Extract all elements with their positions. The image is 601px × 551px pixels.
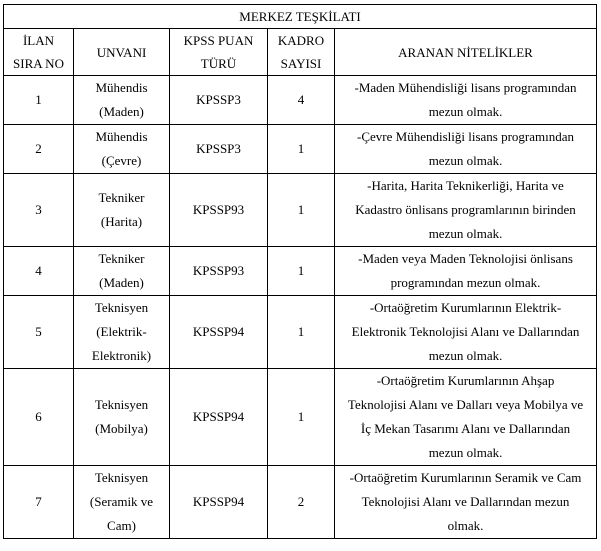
cell-nitelik-line: mezun olmak. [428,104,503,119]
cell-nitelik-line: -Ortaöğretim Kurumlarının Seramik ve Cam [349,470,582,485]
header-text: UNVANI [96,44,147,60]
cell-nitelik-line: -Ortaöğretim Kurumlarının Elektrik- [369,300,562,315]
recruitment-table [3,4,597,539]
cell-unvan-line: (Maden) [99,104,144,119]
table-row [4,369,597,466]
table-row [4,125,597,174]
cell-nitelik-line: mezun olmak. [428,348,503,363]
cell-nitelik-line: Elektronik Teknolojisi Alanı ve Dallarından [351,324,580,339]
cell-kpss: KPSSP3 [170,76,268,125]
cell-unvan [74,466,170,539]
cell-unvan-line: Tekniker [98,251,145,266]
cell-unvan [74,247,170,296]
header-ilan-sira-no [4,29,74,76]
cell-unvan-line: Teknisyen [94,397,149,412]
cell-unvan-line: Teknisyen [94,470,149,485]
cell-kadro: 1 [268,174,335,247]
cell-unvan [74,125,170,174]
cell-ilan-no: 1 [4,76,74,125]
header-kadro-sayisi [268,29,335,76]
cell-kadro: 4 [268,76,335,125]
cell-nitelik-line: -Maden veya Maden Teknolojisi önlisans [358,251,573,266]
cell-unvan [74,174,170,247]
cell-kpss: KPSSP3 [170,125,268,174]
header-aranan-nitelikler [335,29,597,76]
cell-unvan-line: (Mobilya) [95,421,148,436]
cell-unvan-line: (Harita) [100,214,143,229]
cell-unvan-line: (Seramik ve [89,494,154,509]
header-text: SIRA NO [13,56,64,71]
cell-unvan [74,296,170,369]
cell-kpss: KPSSP94 [170,296,268,369]
cell-ilan-no: 6 [4,369,74,466]
cell-unvan-line: Elektronik) [91,348,152,363]
cell-ilan-no: 7 [4,466,74,539]
cell-nitelik [335,369,597,466]
header-text: TÜRÜ [200,56,237,71]
cell-kpss: KPSSP94 [170,369,268,466]
cell-unvan [74,76,170,125]
table-row [4,466,597,539]
table-row [4,76,597,125]
cell-nitelik-line: mezun olmak. [428,226,503,241]
cell-nitelik [335,125,597,174]
header-kpss-puan-turu [170,29,268,76]
cell-kpss: KPSSP93 [170,247,268,296]
table-body [4,76,597,539]
cell-ilan-no: 2 [4,125,74,174]
cell-unvan-line: Mühendis [95,80,148,95]
cell-nitelik [335,466,597,539]
cell-nitelik [335,296,597,369]
header-text: KPSS PUAN [183,33,254,48]
cell-nitelik-line: Teknolojisi Alanı ve Dalları veya Mobilya ve [347,397,584,412]
cell-ilan-no: 3 [4,174,74,247]
cell-unvan-line: Mühendis [95,129,148,144]
cell-unvan [74,369,170,466]
cell-kadro: 1 [268,125,335,174]
cell-nitelik-line: Teknolojisi Alanı ve Dallarından mezun [361,494,570,509]
cell-nitelik-line: Kadastro önlisans programlarının birinden [355,202,576,217]
cell-unvan-line: (Elektrik- [96,324,147,339]
header-text: KADRO [277,33,325,48]
cell-kadro: 1 [268,247,335,296]
header-text: İLAN [22,33,55,48]
cell-ilan-no: 4 [4,247,74,296]
cell-nitelik-line: programından mezun olmak. [390,275,541,290]
cell-unvan-line: Tekniker [98,190,145,205]
table-row [4,296,597,369]
cell-kadro: 2 [268,466,335,539]
cell-kadro: 1 [268,296,335,369]
cell-nitelik-line: mezun olmak. [428,445,503,460]
cell-nitelik-line: mezun olmak. [428,153,503,168]
cell-nitelik-line: -Çevre Mühendisliği lisans programından [357,129,575,144]
cell-nitelik [335,174,597,247]
cell-nitelik-line: -Maden Mühendisliği lisans programından [354,80,577,95]
table-row [4,174,597,247]
cell-ilan-no: 5 [4,296,74,369]
cell-nitelik-line: İç Mekan Tasarımı Alanı ve Dallarından [360,421,571,436]
cell-kpss: KPSSP94 [170,466,268,539]
cell-unvan-line: Teknisyen [94,300,149,315]
table-row [4,247,597,296]
cell-kadro: 1 [268,369,335,466]
cell-kpss: KPSSP93 [170,174,268,247]
cell-unvan-line: (Maden) [99,275,144,290]
cell-nitelik-line: -Ortaöğretim Kurumlarının Ahşap [376,373,555,388]
cell-nitelik [335,247,597,296]
cell-unvan-line: (Çevre) [101,153,142,168]
cell-nitelik-line: olmak. [447,518,484,533]
header-text: ARANAN NİTELİKLER [398,44,533,60]
cell-unvan-line: Cam) [107,518,136,533]
header-text: SAYISI [280,56,322,71]
header-unvani [74,29,170,76]
cell-nitelik-line: -Harita, Harita Teknikerliği, Harita ve [367,178,564,193]
cell-nitelik [335,76,597,125]
table-title: MERKEZ TEŞKİLATI [4,5,597,29]
